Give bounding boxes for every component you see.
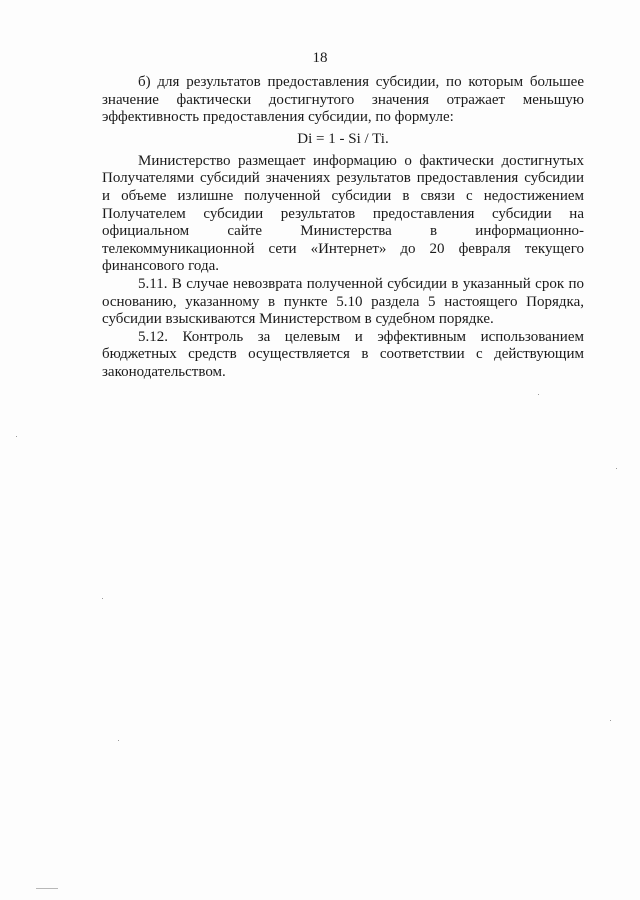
page-number: 18 [312, 50, 328, 66]
paragraph-5-11: 5.11. В случае невозврата полученной субсидии в указанный срок по основанию, указанному в пункте 5.10 раздела 5 настоящего Порядка, субсидии взыскиваются Министерством в судебном порядке. [102, 275, 584, 328]
paragraph-b: б) для результатов предоставления субсидии, по которым большее значение фактически достигнутого значения отражает меньшую эффективность предоставления субсидии, по формуле: [102, 74, 584, 126]
scan-speck [16, 436, 17, 437]
scan-speck [102, 598, 103, 599]
scan-edge-mark [36, 888, 58, 889]
paragraph-5-12: 5.12. Контроль за целевым и эффективным использованием бюджетных средств осуществляется в соответствии с действующим законодательством. [102, 328, 584, 380]
scan-speck [616, 468, 617, 469]
formula: Di = 1 - Si / Ti. [297, 130, 389, 147]
scan-speck [610, 720, 611, 721]
scan-speck [118, 740, 119, 741]
scan-speck [538, 394, 539, 395]
paragraph-ministry: Министерство размещает информацию о фактически достигнутых Получателями субсидий значениях результатов предоставления субсидии и объеме излишне полученной субсидии в связи с недостижением Получателем субсидии результатов предоставления субсидии на официальном сайте Министерства в информационно-телекоммуникационной сети «Интернет» до 20 февраля текущего финансового года. [102, 152, 584, 275]
document-body [102, 74, 584, 382]
